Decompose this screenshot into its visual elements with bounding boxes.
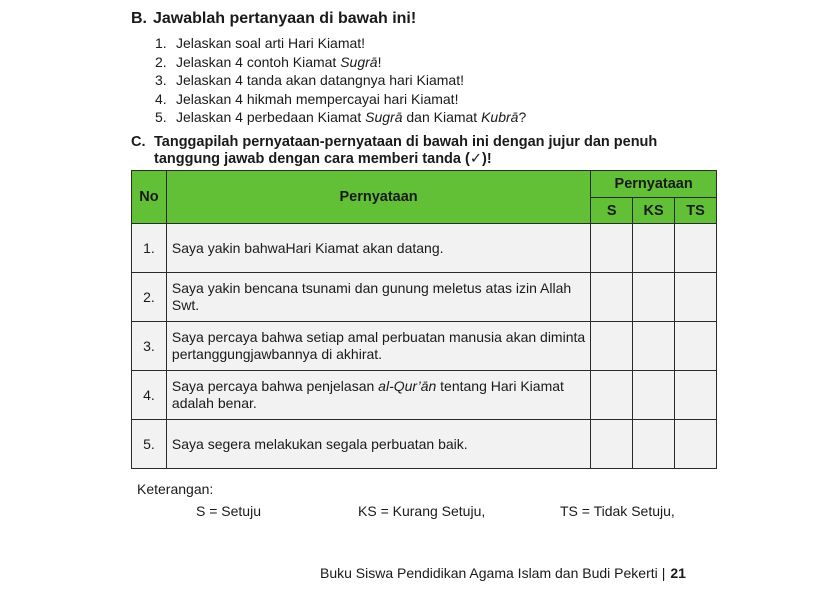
question-list bbox=[155, 34, 526, 127]
answer-cell-ks[interactable] bbox=[633, 322, 675, 371]
row-number: 3. bbox=[132, 322, 167, 371]
book-title: Buku Siswa Pendidikan Agama Islam dan Budi Pekerti bbox=[320, 565, 658, 581]
table-row bbox=[132, 371, 717, 420]
column-header-s: S bbox=[591, 198, 633, 224]
row-number: 1. bbox=[132, 224, 167, 273]
column-header-ks: KS bbox=[633, 198, 675, 224]
row-number: 2. bbox=[132, 273, 167, 322]
row-number: 4. bbox=[132, 371, 167, 420]
question-item: 1. Jelaskan soal arti Hari Kiamat! bbox=[155, 35, 366, 51]
row-statement: Saya percaya bahwa penjelasan al-Qur’ān tentang Hari Kiamat adalah benar. bbox=[166, 371, 590, 420]
answer-cell-s[interactable] bbox=[591, 273, 633, 322]
answer-cell-ts[interactable] bbox=[675, 224, 717, 273]
column-header-no: No bbox=[132, 171, 167, 224]
row-statement: Saya segera melakukan segala perbuatan baik. bbox=[166, 420, 590, 469]
row-statement: Saya yakin bahwaHari Kiamat akan datang. bbox=[166, 224, 590, 273]
answer-cell-s[interactable] bbox=[591, 420, 633, 469]
row-statement: Saya yakin bencana tsunami dan gunung meletus atas izin Allah Swt. bbox=[166, 273, 590, 322]
question-item: 3. Jelaskan 4 tanda akan datangnya hari Kiamat! bbox=[155, 72, 464, 89]
column-header-group: Pernyataan bbox=[591, 171, 717, 198]
legend-title: Keterangan: bbox=[137, 481, 214, 497]
row-statement: Saya percaya bahwa setiap amal perbuatan manusia akan diminta pertanggungjawbannya di akhirat. bbox=[166, 322, 590, 371]
section-c-title-line1: Tanggapilah pernyataan-pernyataan di bawah ini dengan jujur dan penuh bbox=[154, 134, 658, 150]
legend-s: S = Setuju bbox=[196, 503, 261, 519]
table-row bbox=[132, 322, 717, 371]
section-b-title: Jawablah pertanyaan di bawah ini! bbox=[153, 10, 417, 27]
answer-cell-ks[interactable] bbox=[633, 273, 675, 322]
footer-separator: | bbox=[661, 565, 666, 581]
answer-cell-ks[interactable] bbox=[633, 224, 675, 273]
legend-ts: TS = Tidak Setuju, bbox=[560, 503, 675, 519]
question-item: 5. Jelaskan 4 perbedaan Kiamat Sugrā dan Kiamat Kubrā? bbox=[155, 109, 527, 126]
column-header-statement: Pernyataan bbox=[166, 171, 590, 224]
table-row bbox=[132, 420, 717, 469]
question-item: 4. Jelaskan 4 hikmah mempercayai hari Kiamat! bbox=[155, 90, 459, 107]
question-item: 2. Jelaskan 4 contoh Kiamat Sugrā! bbox=[155, 53, 382, 70]
statement-table bbox=[131, 170, 717, 469]
table-row bbox=[132, 273, 717, 322]
section-c-letter: C. bbox=[131, 134, 146, 150]
page-footer bbox=[320, 565, 686, 581]
page-number: 21 bbox=[670, 565, 686, 581]
answer-cell-ks[interactable] bbox=[633, 420, 675, 469]
section-b-heading bbox=[131, 10, 416, 28]
answer-cell-s[interactable] bbox=[591, 322, 633, 371]
answer-cell-s[interactable] bbox=[591, 371, 633, 420]
section-c-heading bbox=[131, 134, 657, 168]
legend-ks: KS = Kurang Setuju, bbox=[358, 503, 486, 519]
answer-cell-ts[interactable] bbox=[675, 322, 717, 371]
answer-cell-ts[interactable] bbox=[675, 371, 717, 420]
column-header-ts: TS bbox=[675, 198, 717, 224]
answer-cell-ts[interactable] bbox=[675, 420, 717, 469]
section-b-letter: B. bbox=[131, 10, 147, 27]
section-c-title-line2: tanggung jawab dengan cara memberi tanda (✓)! bbox=[154, 151, 492, 167]
answer-cell-ks[interactable] bbox=[633, 371, 675, 420]
row-number: 5. bbox=[132, 420, 167, 469]
table-row bbox=[132, 224, 717, 273]
answer-cell-ts[interactable] bbox=[675, 273, 717, 322]
answer-cell-s[interactable] bbox=[591, 224, 633, 273]
